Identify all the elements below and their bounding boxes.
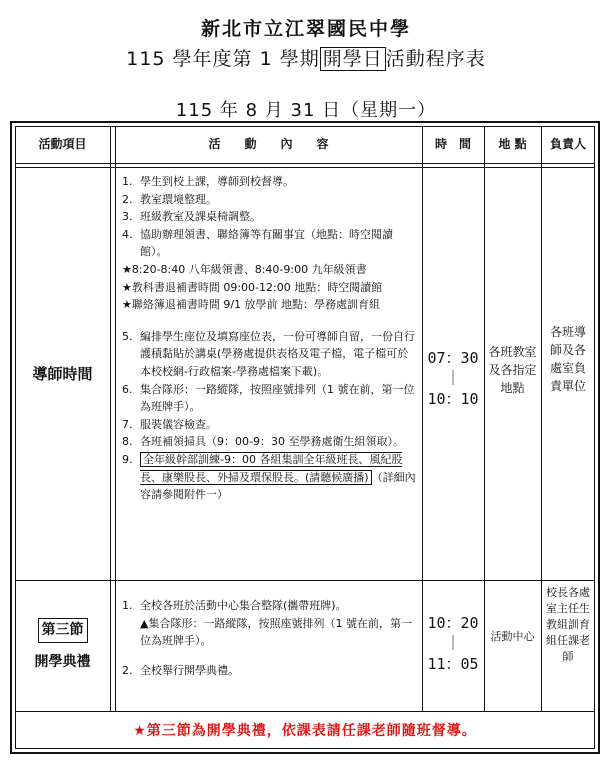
- list-item: [122, 381, 418, 416]
- time-start: 07：30: [427, 349, 479, 367]
- list-item: [122, 416, 418, 434]
- title-boxed-word: 開學日: [320, 47, 386, 71]
- star-note: ★教科書退補書時間 09:00-12:00 地點：時空閱讀館: [122, 280, 383, 294]
- item-number: 7.: [122, 417, 133, 431]
- col-divider: [541, 126, 542, 711]
- list-item: [122, 597, 418, 615]
- footer-note: ★第三節為開學典禮，依課表請任課老師隨班督導。: [133, 722, 477, 739]
- item-number: 8.: [122, 435, 133, 449]
- item-text: 服裝儀容檢查。: [140, 417, 217, 431]
- list-item: [122, 173, 418, 191]
- time-start: 10：20: [427, 614, 479, 632]
- row2-list: [122, 597, 418, 679]
- list-item: [122, 662, 418, 680]
- title-prefix: 115 學年度第 1 學期: [126, 48, 320, 70]
- item-number: 2.: [122, 663, 133, 677]
- item-number: 9.: [122, 452, 133, 466]
- row1-content: [122, 173, 418, 504]
- item-number: 1.: [122, 599, 133, 612]
- col-divider: [110, 126, 111, 711]
- col-header-owner: 負責人: [549, 136, 586, 151]
- list-item: [122, 433, 418, 451]
- star-note: ★8:20-8:40 八年級領書、8:40-9:00 九年級領書: [122, 262, 367, 276]
- row2-owner: 校長各處室主任生教組訓育組任課老師: [546, 586, 590, 663]
- item-number: 3.: [122, 210, 133, 224]
- item-text: 編排學生座位及填寫座位表，一份可導師自留，一份自行護積黏貼於講桌(學務處提供表格及電子檔，電子檔可於本校校網-行政檔案-學務處檔案下載)。: [140, 329, 415, 378]
- row2-item: [15, 580, 110, 711]
- col-header-location: 地 點: [498, 136, 527, 151]
- row-divider: [15, 711, 595, 712]
- list-item: [122, 191, 418, 209]
- time-separator: ｜: [445, 369, 461, 388]
- row1-location: 各班教室及各指定地點: [488, 345, 537, 395]
- row2-item-boxed: 第三節: [38, 618, 88, 642]
- item-text: 班級教室及課桌椅調整。: [140, 210, 261, 224]
- event-date: 115 年 8 月 31 日（星期一）: [175, 100, 437, 121]
- item-number: 5.: [122, 329, 133, 343]
- row2-time: [422, 613, 484, 674]
- item-number: 4.: [122, 227, 133, 241]
- col-divider: [115, 126, 116, 711]
- row2-item-label: 開學典禮: [34, 653, 91, 670]
- time-end: 10：10: [427, 389, 479, 408]
- row1-item: 導師時間: [32, 364, 93, 383]
- col-divider: [484, 126, 485, 711]
- row1-list-a: [122, 173, 418, 261]
- item-text: 集合隊形：一路縱隊，按照座號排列（1 號在前，第一位為班牌手）。: [140, 382, 415, 414]
- row1-owner: 各班導師及各處室負責單位: [549, 325, 586, 393]
- item-number: 2.: [122, 192, 133, 206]
- row1-time: [422, 348, 484, 409]
- item-number: 6.: [122, 382, 133, 396]
- school-name: 新北市立江翠國民中學: [200, 18, 411, 40]
- item-text: 學生到校上課，導師到校督導。: [140, 175, 294, 188]
- time-end: 11：05: [427, 654, 479, 673]
- list-item: [122, 328, 418, 381]
- list-item: [122, 226, 418, 261]
- col-header-content: 活 動 內 容: [208, 136, 329, 151]
- row-divider: [15, 163, 595, 164]
- item-text: 全校舉行開學典禮。: [140, 663, 239, 677]
- list-item: [122, 451, 418, 504]
- time-separator: ｜: [445, 634, 461, 653]
- schedule-table: [10, 121, 600, 754]
- list-item: [122, 208, 418, 226]
- col-header-time: 時 間: [434, 136, 471, 151]
- row2-content: [122, 597, 418, 679]
- item-text: 各班補領掃具（9：00-9：30 至學務處衛生組領取）。: [140, 435, 404, 449]
- item-number: 1.: [122, 175, 133, 188]
- title-suffix: 活動程序表: [385, 48, 486, 70]
- item-text: （詳細內容請參閱附件一）: [140, 470, 416, 502]
- item-text: 全校各班於活動中心集合整隊(攜帶班牌)。: [140, 599, 347, 612]
- col-header-item: 活動項目: [38, 136, 87, 151]
- item-text: ▲集合隊形：一路縱隊，按照座號排列（1 號在前，第一位為班牌手）。: [140, 616, 412, 648]
- star-note: ★聯絡簿退補書時間 9/1 放學前 地點：學務處訓育組: [122, 298, 381, 312]
- document-title: [0, 44, 612, 71]
- item-text: 教室環境整理。: [140, 192, 217, 206]
- row1-list-b: [122, 328, 418, 504]
- row2-location: 活動中心: [490, 630, 535, 643]
- item-text-boxed: 全年級幹部訓練-9：00 各組集訓全年級班長、風紀股長、康樂股長、外掃及環保股長。(請聽候廣播): [140, 452, 403, 484]
- item-text: 協助辦理領書、聯絡簿等有關事宜（地點：時空閱讀館）。: [140, 227, 393, 259]
- list-item: [122, 615, 418, 650]
